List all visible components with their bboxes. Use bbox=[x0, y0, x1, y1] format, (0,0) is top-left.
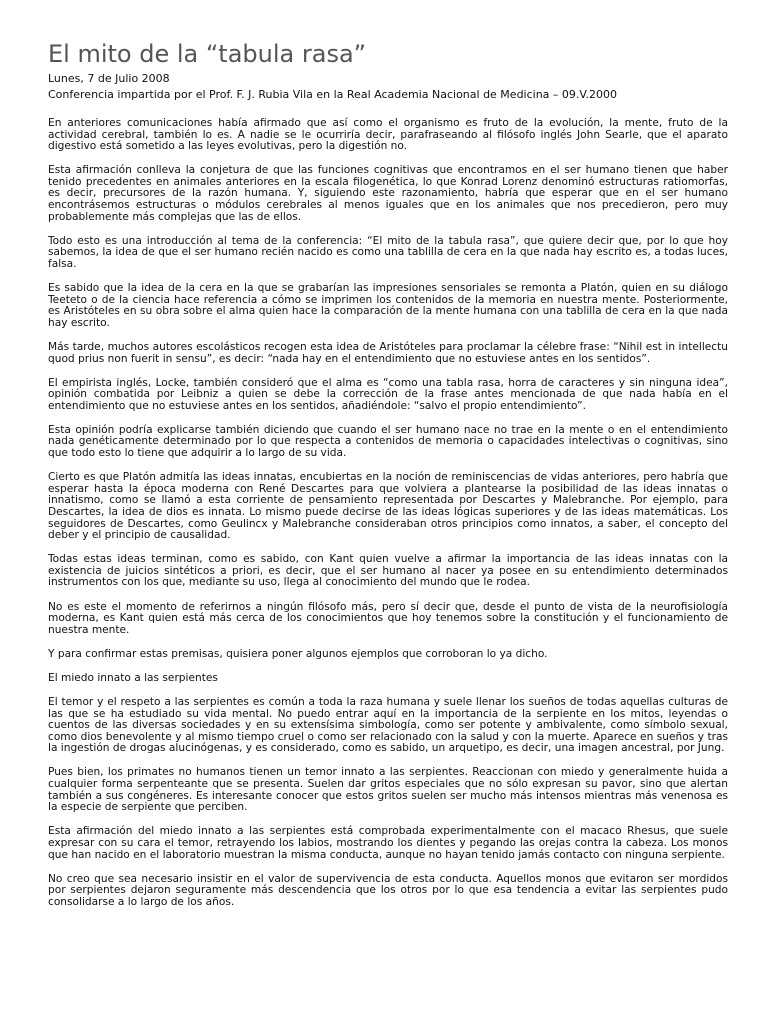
document-page bbox=[48, 40, 728, 921]
paragraph: El temor y el respeto a las serpientes es común a toda la raza humana y suele llenar los sueños de todas aquellas culturas de las que se ha estudiado su vida mental. No puedo entrar aquí en la importancia de la serpiente en los mitos, leyendas o cuentos de las diversas sociedades y en su extensísima simbología, como ser potente y ambivalente, como símbolo sexual, como dios benevolente y al mismo tiempo cruel o como ser relacionado con la salud y con la muerte. Aparece en sueños y tras la ingestión de drogas alucinógenas, y es considerado, como es sabido, un arquetipo, es decir, una imagen ancestral, por Jung. bbox=[48, 695, 728, 755]
document-subtitle: Conferencia impartida por el Prof. F. J. Rubia Vila en la Real Academia Nacional de Medicina – 09.V.2000 bbox=[48, 88, 618, 101]
paragraph: Esta afirmación conlleva la conjetura de que las funciones cognitivas que encontramos en el ser humano tienen que haber tenido precedentes en animales anteriores en la escala filogenética, lo que Konrad Lorenz denominó estructuras ratiomorfas, es decir, precursores de la razón humana. Y, siguiendo este razonamiento, habría que esperar que en el ser humano encontrásemos estructuras o módulos cerebrales al menos iguales que en los animales que nos precedieron, pero muy probablemente más complejas que las de ellos. bbox=[48, 164, 728, 223]
paragraph: Cierto es que Platón admitía las ideas innatas, encubiertas en la noción de reminiscencias de vidas anteriores, pero habría que esperar hasta la época moderna con René Descartes para que volviera a plantearse la posibilidad de las ideas innatas o innatismo, como se llamó a esta corriente de pensamiento representada por Descartes y Malebranche. Por ejemplo, para Descartes, la idea de dios es innata. Lo mismo puede decirse de las ideas lógicas superiores y de las ideas matemáticas. Los seguidores de Descartes, como Geulincx y Malebranche consideraban otros principios como innatos, a saber, el concepto del deber y el principio de causalidad. bbox=[48, 471, 728, 542]
document-date: Lunes, 7 de Julio 2008 bbox=[48, 72, 170, 85]
paragraph: Esta afirmación del miedo innato a las serpientes está comprobada experimentalmente con el macaco Rhesus, que suele expresar con su cara el temor, retrayendo los labios, mostrando los dientes y pegando las orejas contra la cabeza. Los monos que han nacido en el laboratorio muestran la misma conducta, aunque no hayan tenido jamás contacto con ninguna serpiente. bbox=[48, 825, 728, 861]
paragraph: Y para confirmar estas premisas, quisiera poner algunos ejemplos que corroboran lo ya dicho. bbox=[48, 647, 548, 660]
paragraph: No es este el momento de referirnos a ningún filósofo más, pero sí decir que, desde el punto de vista de la neurofisiología moderna, es Kant quien está más cerca de los conocimientos que hoy tenemos sobre la constitución y el funcionamiento de nuestra mente. bbox=[48, 600, 728, 636]
paragraph: En anteriores comunicaciones había afirmado que así como el organismo es fruto de la evolución, la mente, fruto de la actividad cerebral, también lo es. A nadie se le ocurriría decir, parafraseando al filósofo inglés John Searle, que el aparato digestivo está sometido a las leyes evolutivas, pero la digestión no. bbox=[48, 117, 728, 153]
paragraph: Pues bien, los primates no humanos tienen un temor innato a las serpientes. Reaccionan con miedo y generalmente huida a cualquier forma serpenteante que se presenta. Suelen dar gritos especiales que no sólo expresan su pavor, sino que alertan también a sus congéneres. Es interesante conocer que estos gritos suelen ser mucho más intensos mientras más venenosa es la especie de serpiente que perciben. bbox=[48, 766, 728, 814]
paragraph: Esta opinión podría explicarse también diciendo que cuando el ser humano nace no trae en la mente o en el entendimiento nada genéticamente determinado por lo que respecta a contenidos de memoria o capacidades intelectivas o cognitivas, sino que todo esto lo tiene que adquirir a lo largo de su vida. bbox=[48, 423, 728, 460]
paragraph: Es sabido que la idea de la cera en la que se grabarían las impresiones sensoriales se remonta a Platón, quien en su diálogo Teeteto o de la ciencia hace referencia a cómo se imprimen los contenidos de la memoria en nuestra mente. Posteriormente, es Aristóteles en su obra sobre el alma quien hace la comparación de la mente humana con una tablilla de cera en la que nada hay escrito. bbox=[48, 282, 728, 329]
document-title: El mito de la “tabula rasa” bbox=[48, 40, 367, 68]
section-heading: El miedo innato a las serpientes bbox=[48, 671, 218, 684]
paragraph: El empirista inglés, Locke, también consideró que el alma es “como una tabla rasa, horra de caracteres y sin ninguna idea”, opinión combatida por Leibniz a quien se debe la corrección de la frase antes mencionada de que nada había en el entendimiento que no estuviese antes en los sentidos, añadiéndole: “salvo el propio entendimiento”. bbox=[48, 376, 728, 412]
paragraph: Todas estas ideas terminan, como es sabido, con Kant quien vuelve a afirmar la importancia de las ideas innatas con la existencia de juicios sintéticos a priori, es decir, que el ser humano al nacer ya posee en su entendimiento determinados instrumentos con los que, mediante su uso, llega al conocimiento del mundo que le rodea. bbox=[48, 553, 728, 589]
paragraph: Más tarde, muchos autores escolásticos recogen esta idea de Aristóteles para proclamar la célebre frase: “Nihil est in intellectu quod prius non fuerit in sensu”, es decir: “nada hay en el entendimiento que no estuviese antes en los sentidos”. bbox=[48, 340, 728, 365]
paragraph: No creo que sea necesario insistir en el valor de supervivencia de esta conducta. Aquellos monos que evitaron ser mordidos por serpientes dejaron seguramente más descendencia que los otros por lo que esa tendencia a evitar las serpientes pudo consolidarse a lo largo de los años. bbox=[48, 872, 728, 908]
paragraph: Todo esto es una introducción al tema de la conferencia: “El mito de la tabula rasa”, que quiere decir que, por lo que hoy sabemos, la idea de que el ser humano recién nacido es como una tablilla de cera en la que nada hay escrito es, a todas luces, falsa. bbox=[48, 234, 728, 270]
